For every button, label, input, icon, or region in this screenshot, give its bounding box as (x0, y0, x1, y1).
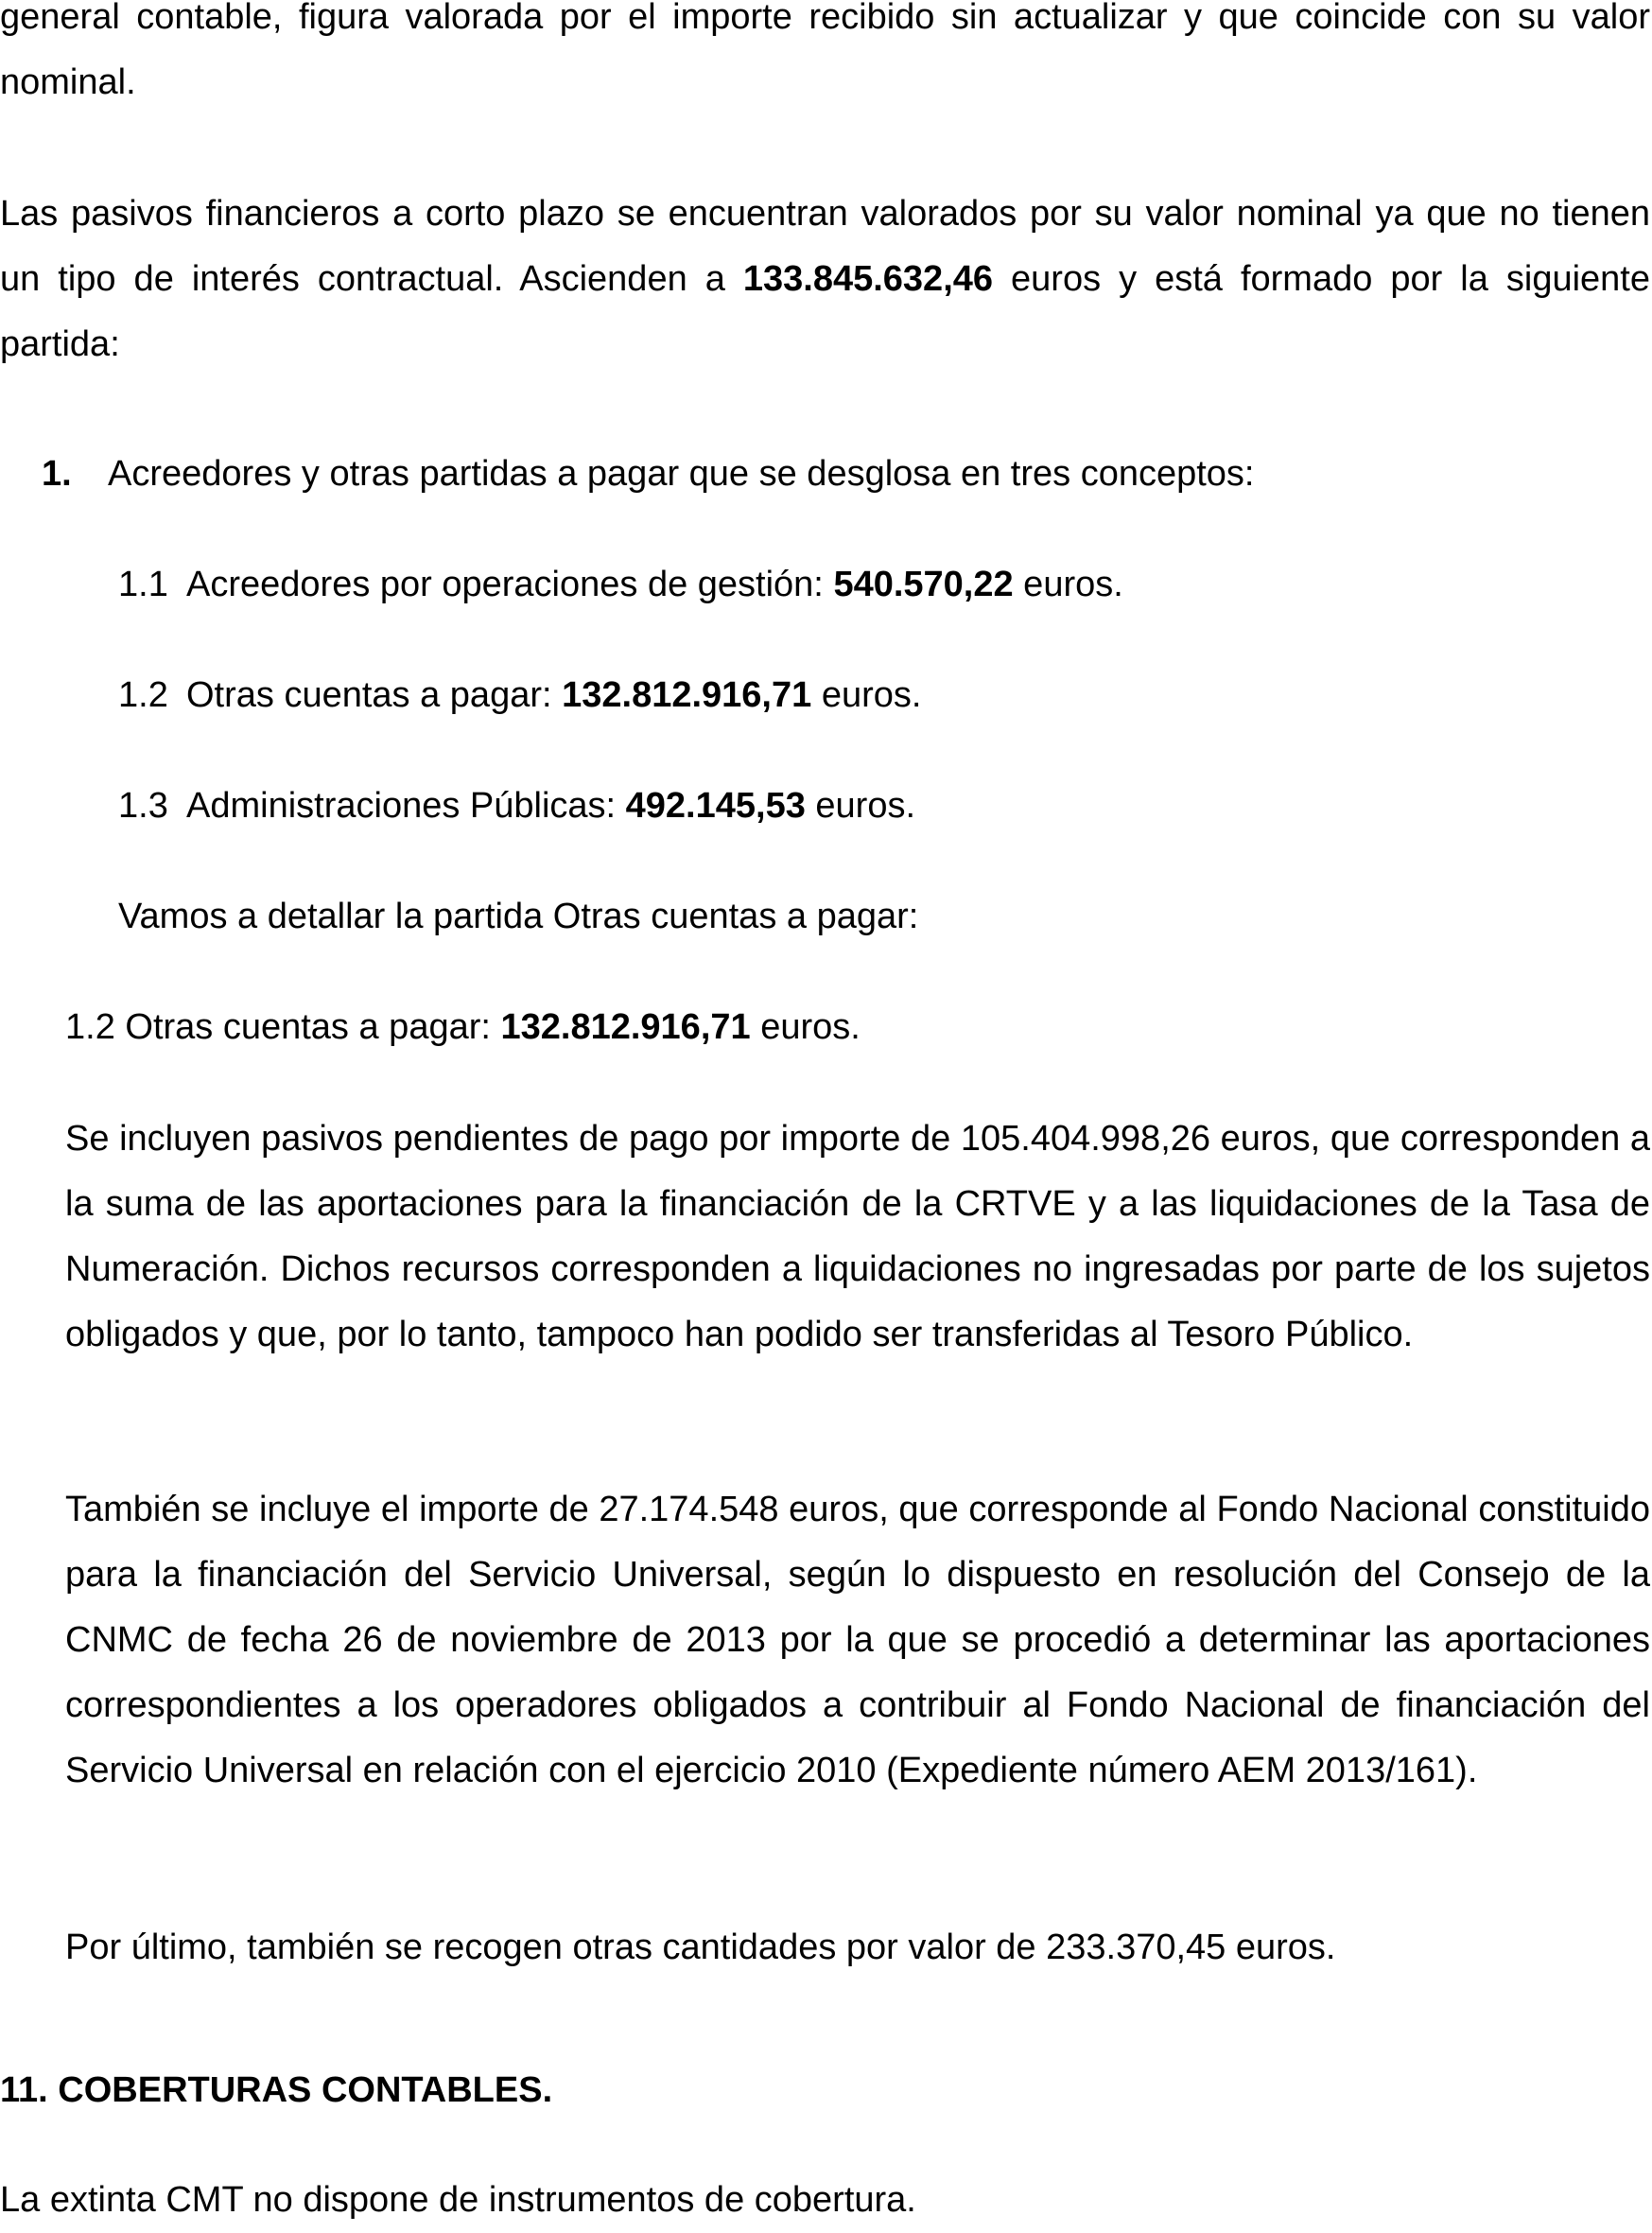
paragraph-fondo: También se incluye el importe de 27.174.548 euros, que corresponde al Fondo Nacional constituido para la financiación del Servicio Universal, según lo dispuesto en resolución del Consejo de la CNMC de fecha 26 de noviembre de 2013 por la que se procedió a determinar las aportaciones correspondientes a los operadores obligados a contribuir al Fondo Nacional de financiación del Servicio Universal en relación con el ejercicio 2010 (Expediente número AEM 2013/161). (65, 1490, 1650, 1790)
section-11-text: La extinta CMT no dispone de instrumentos de cobertura. (0, 2180, 916, 2220)
sub-item-1-1: 1.1 Acreedores por operaciones de gestión: 540.570,22 euros. (118, 565, 1123, 604)
total-amount: 133.845.632,46 (742, 259, 994, 299)
list-item-number: 1. (42, 454, 72, 494)
detail-intro: Vamos a detallar la partida Otras cuentas a pagar: (118, 897, 919, 936)
paragraph-pendientes: Se incluyen pasivos pendientes de pago por importe de 105.404.998,26 euros, que corresponden a la suma de las aportaciones para la financiación de la CRTVE y a las liquidaciones de la Tasa de Numeración. Dichos recursos corresponden a liquidaciones no ingresadas por parte de los sujetos obligados y que, por lo tanto, tampoco han podido ser transferidas al Tesoro Público. (65, 1119, 1650, 1354)
sub-item-1-2: 1.2 Otras cuentas a pagar: 132.812.916,71 euros. (118, 675, 922, 715)
section-heading-11: 11. COBERTURAS CONTABLES. (0, 2070, 553, 2110)
list-item-text: Acreedores y otras partidas a pagar que se desglosa en tres conceptos: (108, 454, 1255, 494)
sub-item-1-3: 1.3 Administraciones Públicas: 492.145,53 euros. (118, 786, 916, 826)
detail-heading: 1.2 Otras cuentas a pagar: 132.812.916,71 euros. (65, 1007, 861, 1047)
paragraph-pasivos: Las pasivos financieros a corto plazo se encuentran valorados por su valor nominal ya que no tienen un tipo de interés contractual. Ascienden a 133.845.632,46 euros y está formado por la siguiente partida: (0, 194, 1650, 364)
paragraph-ultimo: Por último, también se recogen otras cantidades por valor de 233.370,45 euros. (65, 1928, 1336, 1967)
paragraph-top: general contable, figura valorada por el importe recibido sin actualizar y que coincide con su valor nominal. (0, 0, 1650, 102)
